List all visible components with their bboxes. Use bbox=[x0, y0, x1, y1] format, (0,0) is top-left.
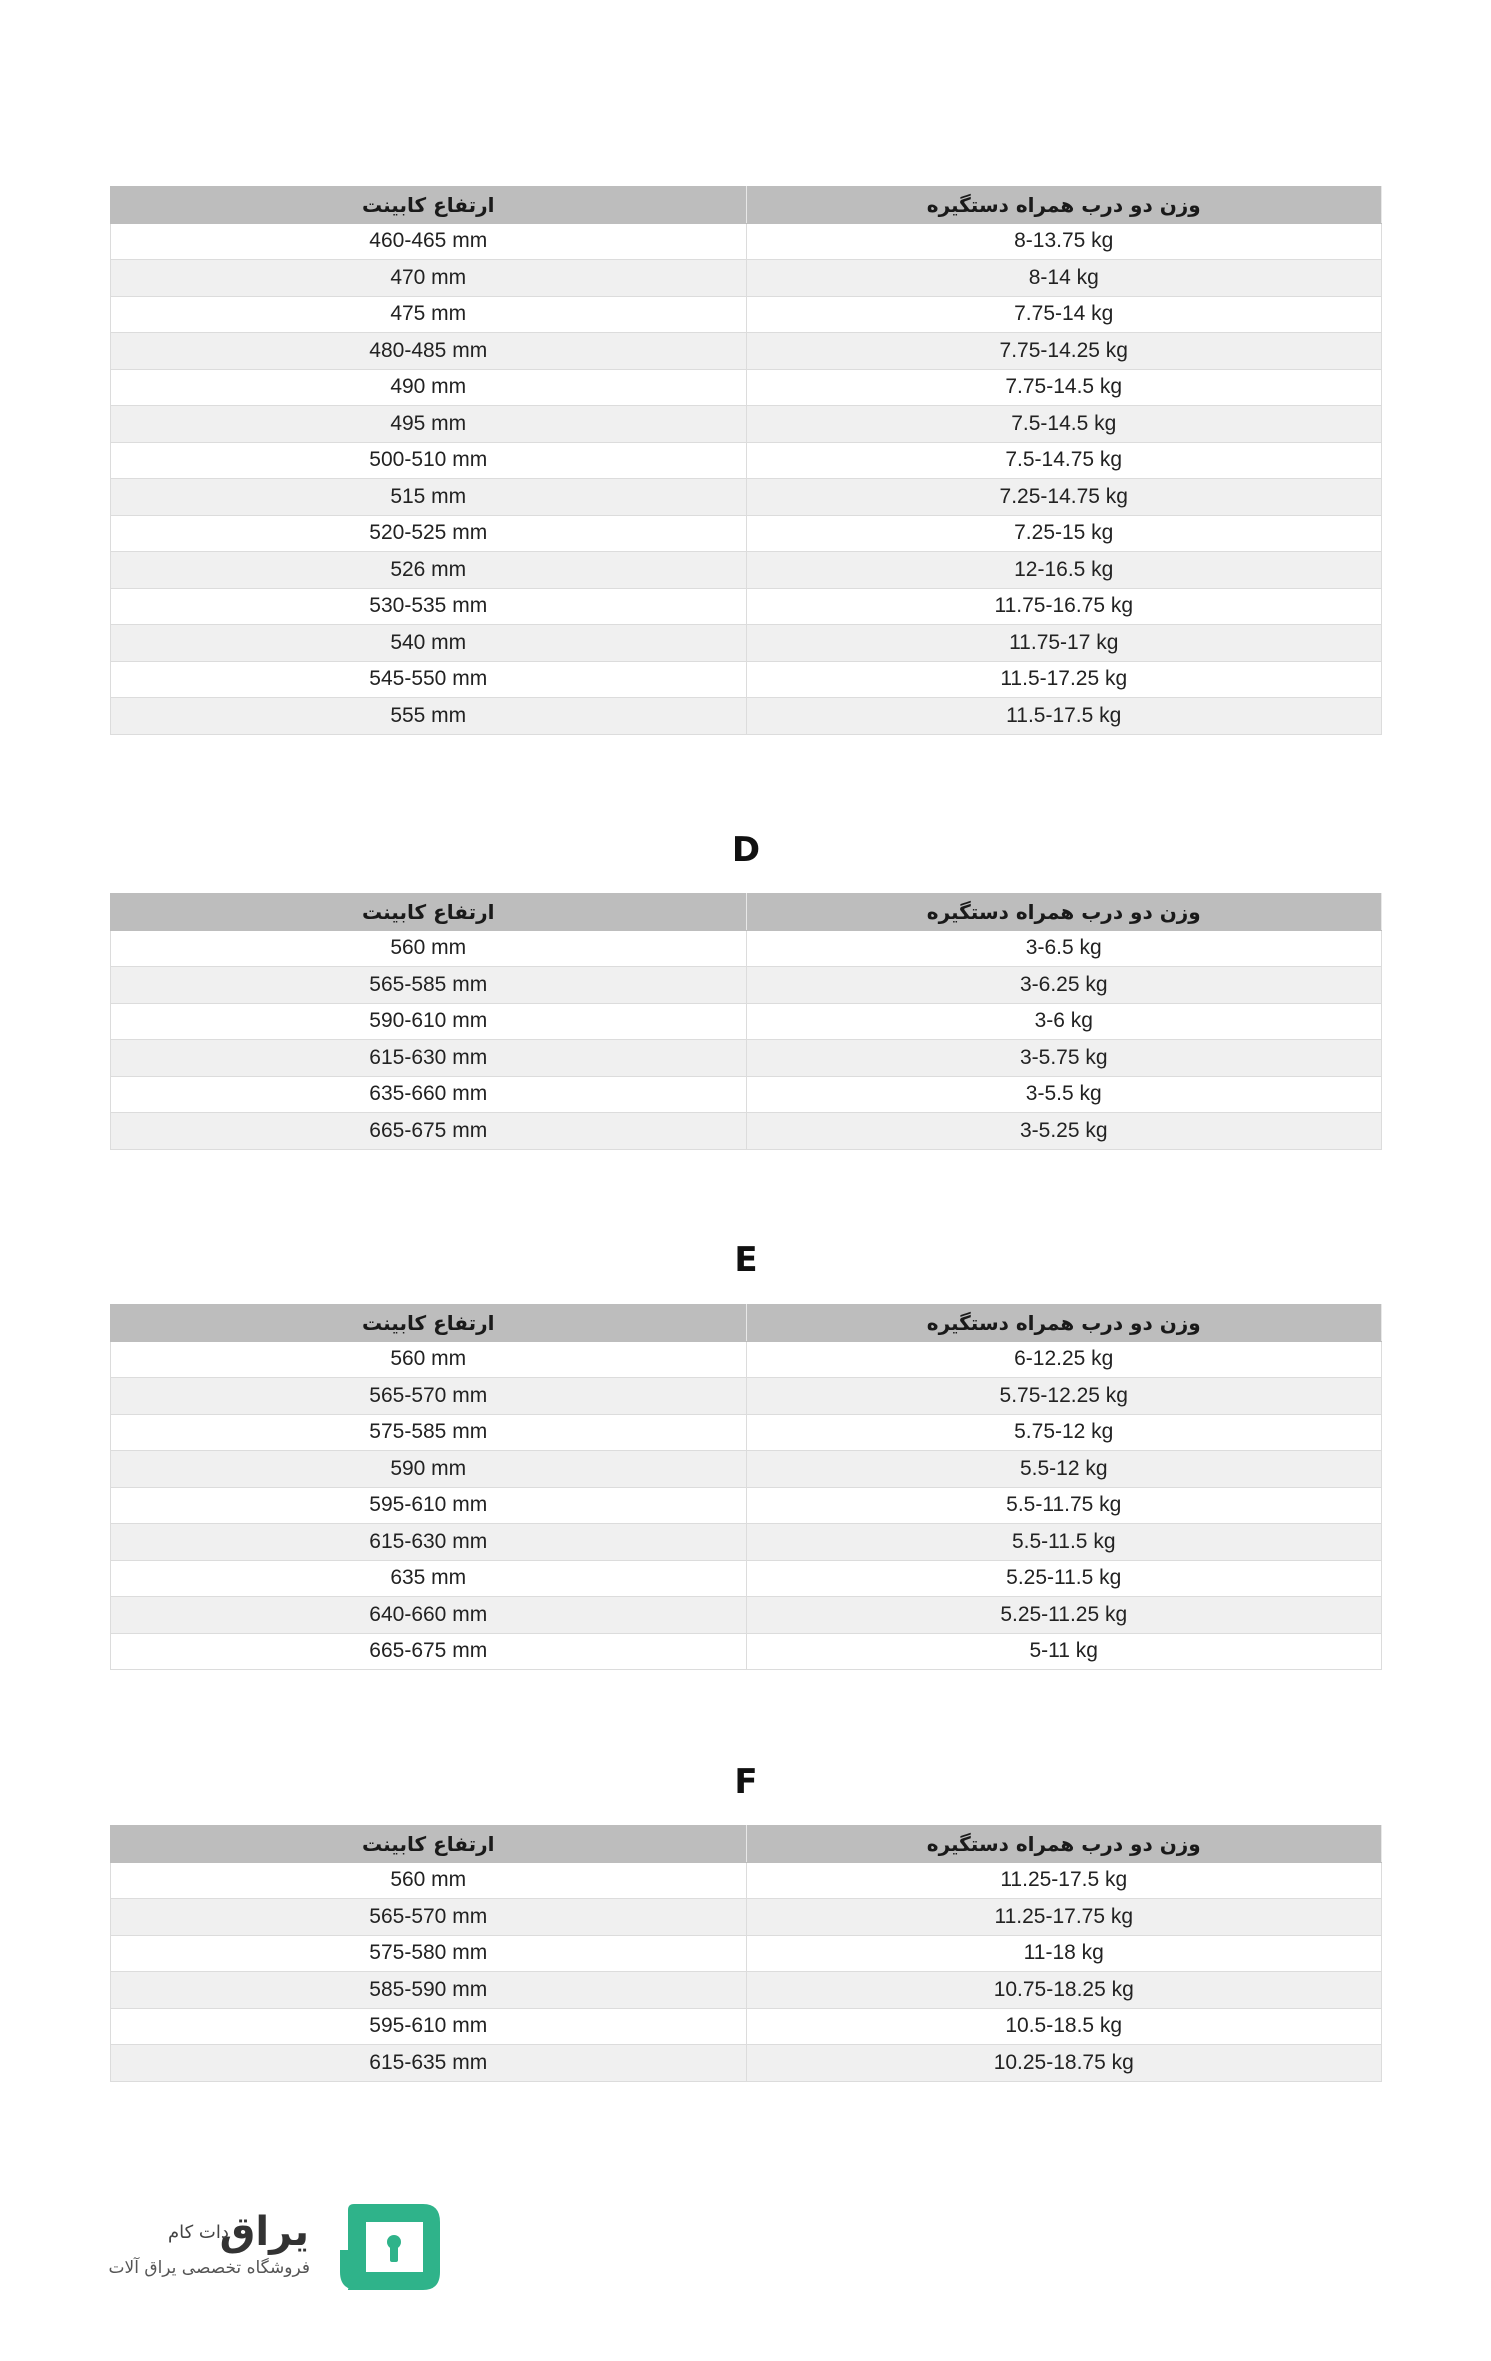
table-row bbox=[111, 1451, 1382, 1488]
table-header-row bbox=[111, 1826, 1382, 1863]
table-row bbox=[111, 1972, 1382, 2009]
cell-cabinet-height: 615-630 mm bbox=[111, 1040, 747, 1077]
section-title: F bbox=[734, 1762, 758, 1802]
cell-door-weight: 7.5-14.5 kg bbox=[746, 406, 1382, 443]
header-door-weight: وزن دو درب همراه دستگیره bbox=[746, 187, 1382, 224]
cell-door-weight: 5.25-11.25 kg bbox=[746, 1597, 1382, 1634]
table-row bbox=[111, 588, 1382, 625]
table-row bbox=[111, 442, 1382, 479]
table-row bbox=[111, 1899, 1382, 1936]
cell-cabinet-height: 565-570 mm bbox=[111, 1899, 747, 1936]
cell-door-weight: 11.75-17 kg bbox=[746, 625, 1382, 662]
table-row bbox=[111, 625, 1382, 662]
table-row bbox=[111, 515, 1382, 552]
table-row bbox=[111, 223, 1382, 260]
cell-door-weight: 3-5.25 kg bbox=[746, 1113, 1382, 1150]
weight-table-1 bbox=[110, 186, 1382, 735]
cell-door-weight: 3-6 kg bbox=[746, 1003, 1382, 1040]
table-row bbox=[111, 1378, 1382, 1415]
header-door-weight: وزن دو درب همراه دستگیره bbox=[746, 1826, 1382, 1863]
cell-door-weight: 11.5-17.25 kg bbox=[746, 661, 1382, 698]
cell-cabinet-height: 635 mm bbox=[111, 1560, 747, 1597]
cell-cabinet-height: 490 mm bbox=[111, 369, 747, 406]
cell-door-weight: 10.25-18.75 kg bbox=[746, 2045, 1382, 2082]
cell-door-weight: 5.5-12 kg bbox=[746, 1451, 1382, 1488]
cell-door-weight: 7.25-14.75 kg bbox=[746, 479, 1382, 516]
logo-suffix-text: دات کام bbox=[168, 2222, 229, 2243]
table-body bbox=[111, 223, 1382, 734]
cell-cabinet-height: 615-630 mm bbox=[111, 1524, 747, 1561]
header-cabinet-height: ارتفاع کابینت bbox=[111, 1826, 747, 1863]
cell-door-weight: 5.75-12.25 kg bbox=[746, 1378, 1382, 1415]
cell-door-weight: 10.75-18.25 kg bbox=[746, 1972, 1382, 2009]
table-body bbox=[111, 1341, 1382, 1670]
cell-door-weight: 11.25-17.75 kg bbox=[746, 1899, 1382, 1936]
table-section-f bbox=[110, 1762, 1382, 2092]
table-section-d bbox=[110, 830, 1382, 1155]
table-body bbox=[111, 930, 1382, 1149]
table-row bbox=[111, 1633, 1382, 1670]
weight-table-e bbox=[110, 1304, 1382, 1670]
section-title: D bbox=[731, 830, 761, 870]
cell-cabinet-height: 615-635 mm bbox=[111, 2045, 747, 2082]
cell-door-weight: 3-5.75 kg bbox=[746, 1040, 1382, 1077]
cell-cabinet-height: 515 mm bbox=[111, 479, 747, 516]
cell-door-weight: 7.5-14.75 kg bbox=[746, 442, 1382, 479]
cell-cabinet-height: 470 mm bbox=[111, 260, 747, 297]
table-row bbox=[111, 2008, 1382, 2045]
weight-table-f bbox=[110, 1825, 1382, 2082]
cell-cabinet-height: 560 mm bbox=[111, 930, 747, 967]
cell-door-weight: 3-5.5 kg bbox=[746, 1076, 1382, 1113]
cell-door-weight: 5.5-11.75 kg bbox=[746, 1487, 1382, 1524]
header-door-weight: وزن دو درب همراه دستگیره bbox=[746, 1305, 1382, 1342]
cell-door-weight: 11.75-16.75 kg bbox=[746, 588, 1382, 625]
cell-cabinet-height: 495 mm bbox=[111, 406, 747, 443]
cell-door-weight: 8-14 kg bbox=[746, 260, 1382, 297]
table-row bbox=[111, 1487, 1382, 1524]
table-row bbox=[111, 2045, 1382, 2082]
table-row bbox=[111, 406, 1382, 443]
cell-door-weight: 7.25-15 kg bbox=[746, 515, 1382, 552]
cell-door-weight: 5.25-11.5 kg bbox=[746, 1560, 1382, 1597]
table-header-row bbox=[111, 187, 1382, 224]
cell-cabinet-height: 560 mm bbox=[111, 1862, 747, 1899]
table-row bbox=[111, 1113, 1382, 1150]
table-row bbox=[111, 333, 1382, 370]
cell-cabinet-height: 526 mm bbox=[111, 552, 747, 589]
table-row bbox=[111, 1935, 1382, 1972]
header-cabinet-height: ارتفاع کابینت bbox=[111, 1305, 747, 1342]
table-row bbox=[111, 1862, 1382, 1899]
table-section-1 bbox=[110, 186, 1382, 741]
table-row bbox=[111, 1414, 1382, 1451]
table-row bbox=[111, 1040, 1382, 1077]
yaragh-logo[interactable] bbox=[100, 2200, 445, 2295]
table-row bbox=[111, 552, 1382, 589]
cell-door-weight: 5.5-11.5 kg bbox=[746, 1524, 1382, 1561]
cell-cabinet-height: 540 mm bbox=[111, 625, 747, 662]
cell-door-weight: 11-18 kg bbox=[746, 1935, 1382, 1972]
cell-cabinet-height: 665-675 mm bbox=[111, 1633, 747, 1670]
cell-cabinet-height: 595-610 mm bbox=[111, 2008, 747, 2045]
cell-door-weight: 8-13.75 kg bbox=[746, 223, 1382, 260]
table-row bbox=[111, 1341, 1382, 1378]
table-row bbox=[111, 661, 1382, 698]
cell-door-weight: 11.5-17.5 kg bbox=[746, 698, 1382, 735]
cell-cabinet-height: 565-570 mm bbox=[111, 1378, 747, 1415]
cell-door-weight: 7.75-14.25 kg bbox=[746, 333, 1382, 370]
section-title: E bbox=[734, 1240, 758, 1280]
cell-cabinet-height: 665-675 mm bbox=[111, 1113, 747, 1150]
table-row bbox=[111, 1560, 1382, 1597]
cell-door-weight: 6-12.25 kg bbox=[746, 1341, 1382, 1378]
weight-table-d bbox=[110, 893, 1382, 1150]
cell-cabinet-height: 590 mm bbox=[111, 1451, 747, 1488]
table-row bbox=[111, 930, 1382, 967]
cell-door-weight: 7.75-14.5 kg bbox=[746, 369, 1382, 406]
cell-cabinet-height: 565-585 mm bbox=[111, 967, 747, 1004]
table-header-row bbox=[111, 1305, 1382, 1342]
logo-tagline: فروشگاه تخصصی یراق آلات bbox=[108, 2258, 310, 2278]
table-row bbox=[111, 260, 1382, 297]
cell-cabinet-height: 635-660 mm bbox=[111, 1076, 747, 1113]
table-body bbox=[111, 1862, 1382, 2081]
cell-cabinet-height: 530-535 mm bbox=[111, 588, 747, 625]
yaragh-logo-mark-icon bbox=[328, 2200, 445, 2295]
table-row bbox=[111, 296, 1382, 333]
table-row bbox=[111, 1524, 1382, 1561]
cell-door-weight: 7.75-14 kg bbox=[746, 296, 1382, 333]
cell-door-weight: 5-11 kg bbox=[746, 1633, 1382, 1670]
cell-cabinet-height: 480-485 mm bbox=[111, 333, 747, 370]
logo-brand-text: یراق bbox=[219, 2209, 309, 2255]
cell-cabinet-height: 500-510 mm bbox=[111, 442, 747, 479]
header-door-weight: وزن دو درب همراه دستگیره bbox=[746, 894, 1382, 931]
cell-cabinet-height: 475 mm bbox=[111, 296, 747, 333]
cell-door-weight: 3-6.25 kg bbox=[746, 967, 1382, 1004]
cell-door-weight: 3-6.5 kg bbox=[746, 930, 1382, 967]
table-section-e bbox=[110, 1240, 1382, 1670]
cell-cabinet-height: 520-525 mm bbox=[111, 515, 747, 552]
header-cabinet-height: ارتفاع کابینت bbox=[111, 187, 747, 224]
table-row bbox=[111, 1076, 1382, 1113]
cell-cabinet-height: 560 mm bbox=[111, 1341, 747, 1378]
cell-cabinet-height: 575-585 mm bbox=[111, 1414, 747, 1451]
table-row bbox=[111, 479, 1382, 516]
cell-cabinet-height: 640-660 mm bbox=[111, 1597, 747, 1634]
cell-door-weight: 12-16.5 kg bbox=[746, 552, 1382, 589]
table-row bbox=[111, 698, 1382, 735]
cell-cabinet-height: 590-610 mm bbox=[111, 1003, 747, 1040]
table-header-row bbox=[111, 894, 1382, 931]
cell-cabinet-height: 585-590 mm bbox=[111, 1972, 747, 2009]
cell-cabinet-height: 545-550 mm bbox=[111, 661, 747, 698]
table-row bbox=[111, 369, 1382, 406]
cell-cabinet-height: 575-580 mm bbox=[111, 1935, 747, 1972]
cell-door-weight: 10.5-18.5 kg bbox=[746, 2008, 1382, 2045]
cell-cabinet-height: 460-465 mm bbox=[111, 223, 747, 260]
cell-door-weight: 5.75-12 kg bbox=[746, 1414, 1382, 1451]
cell-cabinet-height: 555 mm bbox=[111, 698, 747, 735]
header-cabinet-height: ارتفاع کابینت bbox=[111, 894, 747, 931]
cell-cabinet-height: 595-610 mm bbox=[111, 1487, 747, 1524]
table-row bbox=[111, 967, 1382, 1004]
table-row bbox=[111, 1597, 1382, 1634]
cell-door-weight: 11.25-17.5 kg bbox=[746, 1862, 1382, 1899]
table-row bbox=[111, 1003, 1382, 1040]
